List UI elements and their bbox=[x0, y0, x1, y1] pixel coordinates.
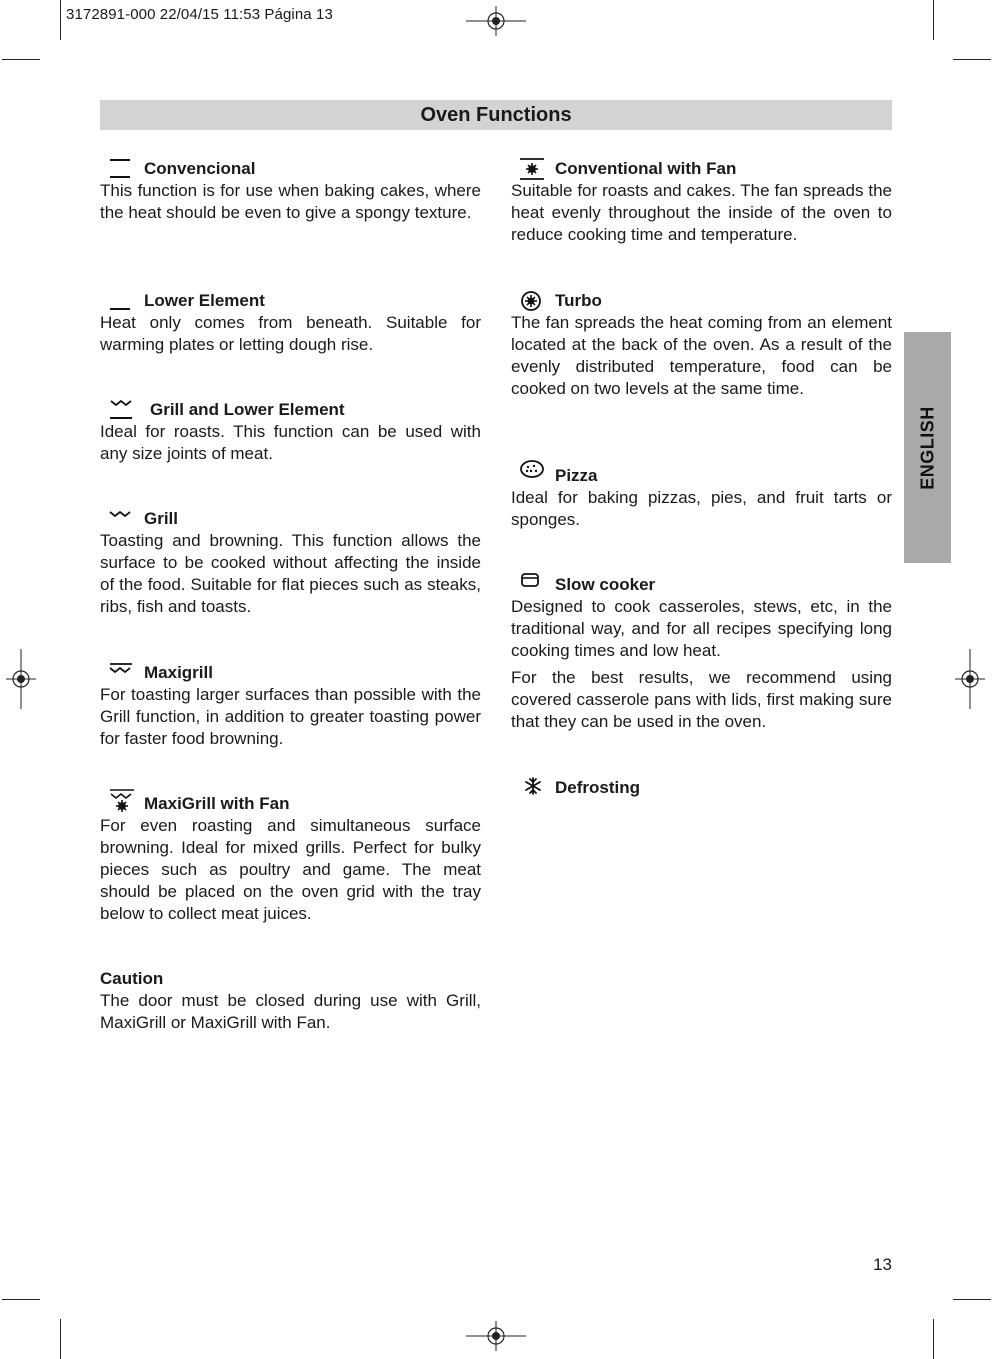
page-number: 13 bbox=[873, 1255, 892, 1274]
section-grill-and-lower-element bbox=[100, 399, 481, 465]
section-title: Conventional with Fan bbox=[555, 159, 737, 178]
registration-mark-icon bbox=[466, 1321, 526, 1351]
section-title: Convencional bbox=[144, 159, 256, 178]
section-body: Toasting and browning. This function allows the surface to be cooked without affecting the inside of the food. Suitable for flat pieces such as steaks, ribs, fish and toasts. bbox=[100, 531, 481, 616]
section-body: For even roasting and simultaneous surface browning. Ideal for mixed grills. Perfect for bulky pieces such as poultry and game. The meat should be placed on the oven grid with the tray below to collect meat juices. bbox=[100, 816, 481, 923]
section-body: The fan spreads the heat coming from an element located at the back of the oven. As a result of the evenly distributed temperature, food can be cooked on two levels at the same time. bbox=[511, 313, 892, 398]
section-defrosting bbox=[511, 777, 892, 799]
section-conventional-with-fan bbox=[511, 158, 892, 246]
section-maxigrill-with-fan bbox=[100, 793, 481, 925]
convencional-icon bbox=[100, 158, 144, 180]
section-title: Grill bbox=[144, 509, 179, 528]
section-title: Turbo bbox=[555, 291, 602, 310]
section-body: For the best results, we recommend using covered casserole pans with lids, first making sure that they can be used in the oven. bbox=[511, 668, 892, 731]
section-slow-cooker bbox=[511, 574, 892, 733]
language-tab bbox=[904, 332, 951, 563]
section-pizza bbox=[511, 465, 892, 531]
section-lower-element bbox=[100, 290, 481, 356]
registration-mark-icon bbox=[955, 649, 985, 709]
section-body: For toasting larger surfaces than possible with the Grill function, in addition to greater toasting power for faster food browning. bbox=[100, 685, 481, 748]
section-caution bbox=[100, 968, 481, 1034]
section-title: Defrosting bbox=[555, 778, 640, 797]
section-body: Ideal for roasts. This function can be used with any size joints of meat. bbox=[100, 422, 481, 463]
section-title: Maxigrill bbox=[144, 663, 213, 682]
section-maxigrill bbox=[100, 662, 481, 750]
section-title: Slow cooker bbox=[555, 575, 656, 594]
section-body: Suitable for roasts and cakes. The fan spreads the heat evenly throughout the inside of the oven to reduce cooking time and temperature. bbox=[511, 181, 892, 244]
registration-mark-icon bbox=[466, 6, 526, 36]
page-title: Oven Functions bbox=[100, 100, 892, 130]
print-header: 3172891-000 22/04/15 11:53 Página 13 bbox=[66, 6, 333, 23]
section-title: Pizza bbox=[555, 466, 598, 485]
section-title: Lower Element bbox=[144, 291, 265, 310]
section-turbo bbox=[511, 290, 892, 400]
slow-cooker-icon bbox=[511, 574, 555, 596]
section-grill bbox=[100, 508, 481, 618]
turbo-icon bbox=[511, 290, 555, 312]
section-body: Designed to cook casseroles, stews, etc, in the traditional way, and for all recipes specifying long cooking times and low heat. bbox=[511, 597, 892, 660]
section-body: Heat only comes from beneath. Suitable for warming plates or letting dough rise. bbox=[100, 313, 481, 354]
section-title: Caution bbox=[100, 969, 164, 988]
language-tab-label: ENGLISH bbox=[917, 405, 937, 490]
maxigrill-icon bbox=[100, 662, 144, 684]
conventional-with-fan-icon bbox=[511, 158, 555, 180]
defrosting-icon bbox=[511, 777, 555, 799]
section-title: Grill and Lower Element bbox=[150, 400, 345, 419]
section-body: This function is for use when baking cakes, where the heat should be even to give a spongy texture. bbox=[100, 181, 481, 222]
section-body: Ideal for baking pizzas, pies, and fruit tarts or sponges. bbox=[511, 488, 892, 529]
section-body: The door must be closed during use with Grill, MaxiGrill or MaxiGrill with Fan. bbox=[100, 991, 481, 1032]
grill-and-lower-element-icon bbox=[100, 399, 150, 421]
pizza-icon bbox=[511, 465, 555, 487]
section-convencional bbox=[100, 158, 481, 224]
maxigrill-with-fan-icon bbox=[100, 793, 144, 815]
grill-icon bbox=[100, 508, 144, 530]
lower-element-icon bbox=[100, 290, 144, 312]
registration-mark-icon bbox=[6, 649, 36, 709]
section-title: MaxiGrill with Fan bbox=[144, 794, 290, 813]
